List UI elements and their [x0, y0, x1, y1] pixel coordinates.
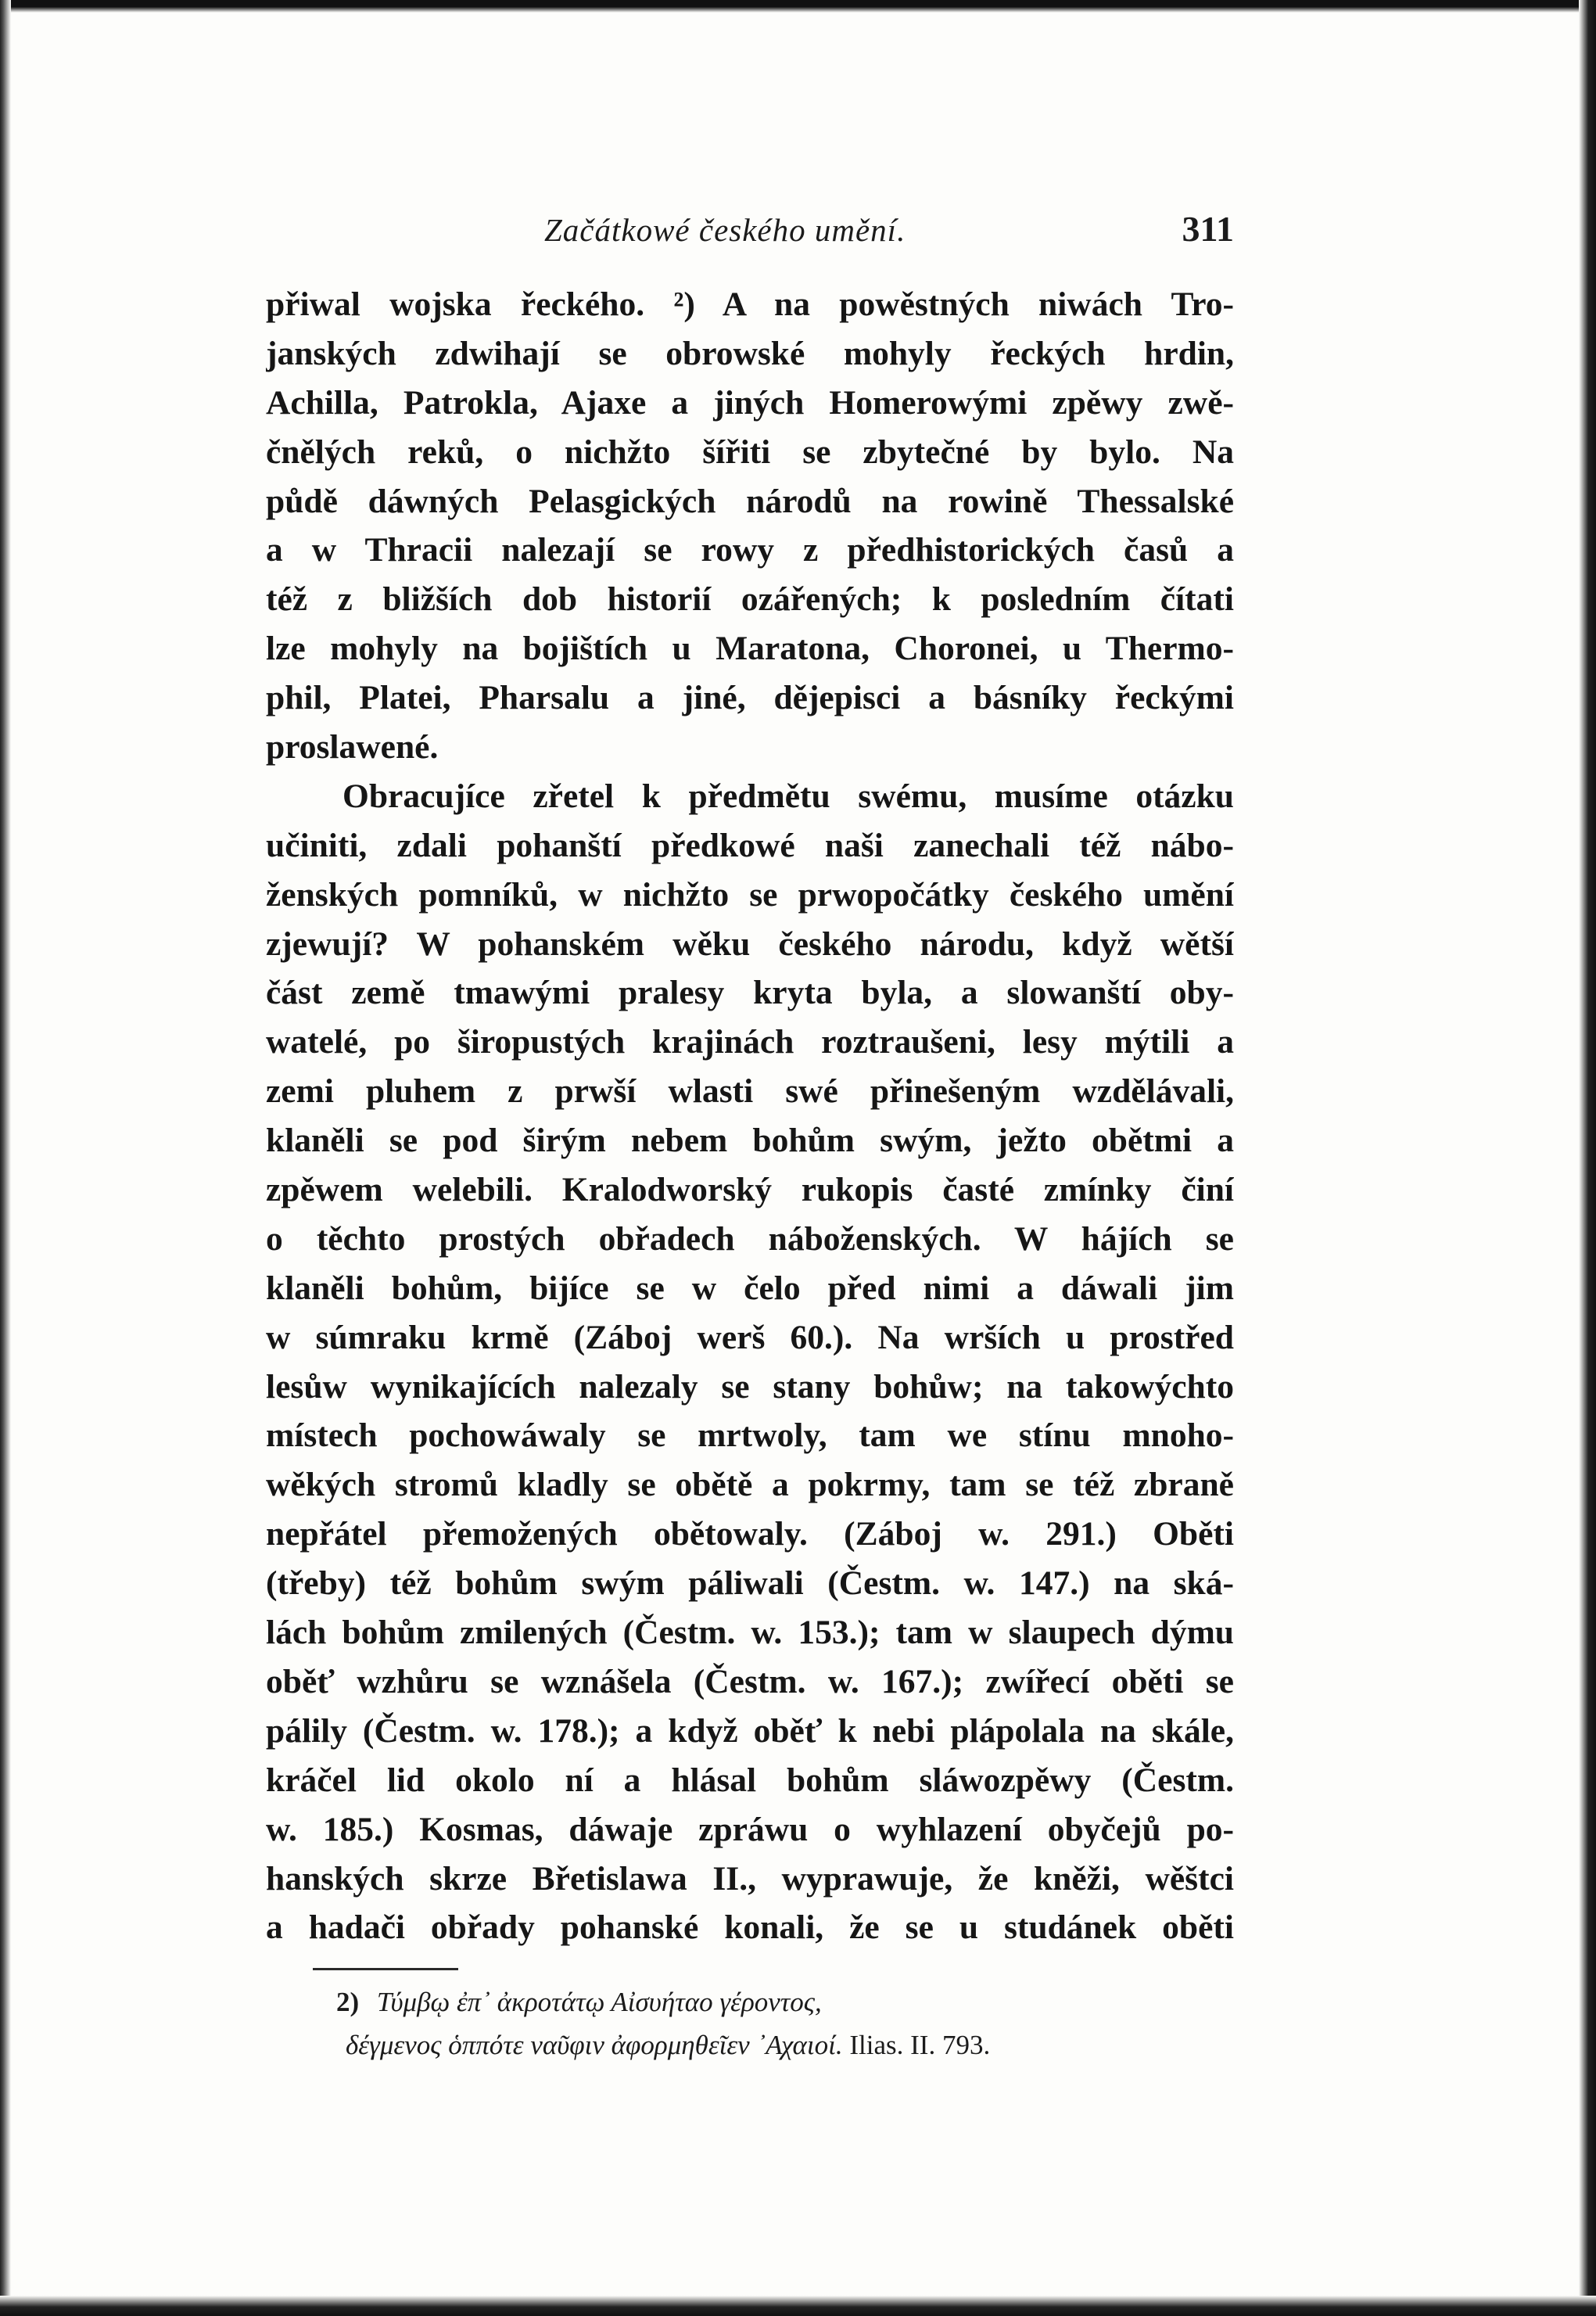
text-line: čnělých reků, o nichžto šířiti se zbytečné by bylo. Na: [266, 433, 1234, 471]
text-line: zemi pluhem z prwší wlasti swé přinešeným wzdělávali,: [266, 1072, 1234, 1111]
text-line: pálily (Čestm. w. 178.); a když oběť k nebi plápolala na skále,: [266, 1711, 1234, 1750]
text-line: Obracujíce zřetel k předmětu swému, musíme otázku: [343, 777, 1234, 815]
footnote-greek-verse-1: Τύμβῳ ἐπ᾽ ἀκροτάτῳ Αἰσυήταο γέροντος,: [376, 1987, 822, 2017]
text-line: klaněli bohům, bijíce se w čelo před nimi a dáwali jim: [266, 1269, 1234, 1307]
text-line: kráčel lid okolo ní a hlásal bohům sláwozpěwy (Čestm.: [266, 1761, 1234, 1799]
text-line: hanských skrze Břetislawa II., wyprawuje, že kněži, wěštci: [266, 1859, 1234, 1898]
footnote-marker: 2): [336, 1987, 360, 2017]
scan-edge-bottom: [0, 2296, 1596, 2316]
scan-edge-left: [0, 0, 11, 2316]
text-line: přiwal wojska řeckého. ²) A na powěstných niwách Tro-: [266, 285, 1234, 323]
footnote-reference: Ilias. II. 793.: [849, 2030, 991, 2060]
text-line: w súmraku krmě (Záboj werš 60.). Na wrších u prostřed: [266, 1318, 1234, 1356]
page-header: [266, 205, 1234, 260]
text-line: oběť wzhůru se wznášela (Čestm. w. 167.); zwířecí oběti se: [266, 1662, 1234, 1700]
text-line: watelé, po širopustých krajinách roztraušeni, lesy mýtili a: [266, 1023, 1234, 1061]
scan-edge-right: [1579, 0, 1596, 2316]
footnote-greek-verse-2: δέγμενος ὁππότε ναῦφιν ἀφορμηθεῖεν ᾽Αχαιοί.: [346, 2030, 843, 2060]
page-number: 311: [1182, 209, 1234, 249]
text-line: a w Thracii nalezají se rowy z předhistorických časů a: [266, 531, 1234, 569]
text-line: lesůw wynikajících nalezaly se stany bohůw; na takowýchto: [266, 1367, 1234, 1406]
text-line: nepřátel přemožených obětowaly. (Záboj w. 291.) Oběti: [266, 1515, 1234, 1553]
text-line: zjewují? W pohanském wěku českého národu, když wětší: [266, 925, 1234, 963]
text-line: phil, Platei, Pharsalu a jiné, dějepisci a básníky řeckými: [266, 679, 1234, 717]
paragraph-2: [266, 772, 1234, 1952]
text-line: a hadači obřady pohanské konali, že se u studánek oběti: [266, 1908, 1234, 1947]
text-line: místech pochowáwaly se mrtwoly, tam we stínu mnoho-: [266, 1417, 1234, 1455]
text-line: ženských pomníků, w nichžto se prwopočátky českého umění: [266, 875, 1234, 914]
text-line: proslawené.: [266, 728, 439, 767]
text-line: zpěwem welebili. Kralodworský rukopis časté zmínky činí: [266, 1171, 1234, 1209]
running-title: Začátkowé českého umění.: [544, 212, 906, 248]
scan-edge-top: [0, 0, 1596, 13]
text-line: klaněli se pod širým nebem bohům swým, ježto obětmi a: [266, 1122, 1234, 1160]
text-line: část země tmawými pralesy kryta byla, a slowanští oby-: [266, 974, 1234, 1012]
text-line: lze mohyly na bojištích u Maratona, Choronei, u Thermo-: [266, 630, 1234, 668]
text-line: wěkých stromů kladly se obětě a pokrmy, tam se též zbraně: [266, 1466, 1234, 1504]
text-line: Achilla, Patrokla, Ajaxe a jiných Homerowými zpěwy zwě-: [266, 383, 1234, 422]
footnote-line-2: [336, 2023, 1236, 2066]
text-line: lách bohům zmilených (Čestm. w. 153.); tam w slaupech dýmu: [266, 1614, 1234, 1652]
text-line: učiniti, zdali pohanští předkowé naši zanechali též nábo-: [266, 826, 1234, 864]
text-line: půdě dáwných Pelasgických národů na rowině Thessalské: [266, 482, 1234, 520]
text-line: též z bližších dob historií ozářených; k posledním čítati: [266, 580, 1234, 619]
footnote-rule: [313, 1968, 458, 1970]
text-line: (třeby) též bohům swým páliwali (Čestm. w. 147.) na ská-: [266, 1564, 1234, 1603]
text-line: o těchto prostých obřadech náboženských. W hájích se: [266, 1219, 1234, 1258]
text-line: w. 185.) Kosmas, dáwaje zpráwu o wyhlazení obyčejů po-: [266, 1810, 1234, 1848]
paragraph-1: [266, 280, 1234, 772]
footnote: [336, 1980, 1236, 2066]
text-line: janských zdwihají se obrowské mohyly řeckých hrdin,: [266, 334, 1234, 372]
body-text: [266, 280, 1234, 1952]
footnote-line-1: [336, 1980, 1236, 2023]
